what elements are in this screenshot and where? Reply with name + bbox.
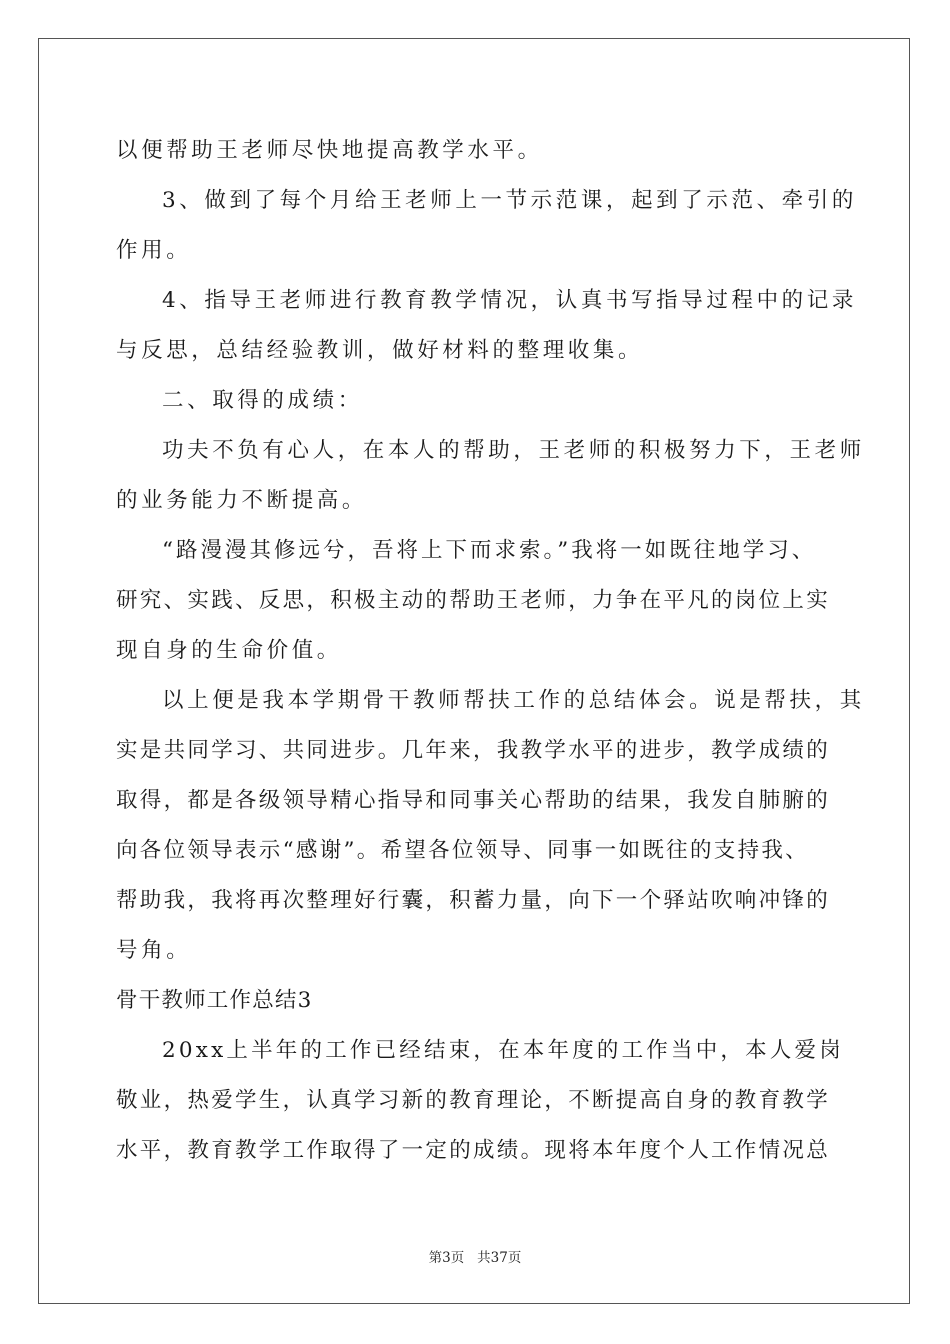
document-title: 骨干教师工作总结3 [116,988,313,1013]
text-line: 实是共同学习、共同进步。几年来，我教学水平的进步，教学成绩的 [116,738,831,763]
text-line: 作用。 [116,238,192,263]
text-line: 20xx上半年的工作已经结束，在本年度的工作当中，本人爱岗 [162,1038,844,1063]
text-line: 帮助我，我将再次整理好行囊，积蓄力量，向下一个驿站吹响冲锋的 [116,888,831,913]
text-line: 敬业，热爱学生，认真学习新的教育理论，不断提高自身的教育教学 [116,1088,831,1113]
page-total: 共37页 [477,1250,522,1266]
page-number: 第3页 [428,1250,465,1266]
text-line: 现自身的生命价值。 [116,638,342,663]
document-body [116,126,865,1176]
text-line: “路漫漫其修远兮，吾将上下而求索。”我将一如既往地学习、 [162,538,817,563]
page-footer [0,1246,950,1266]
text-line: 与反思，总结经验教训，做好材料的整理收集。 [116,338,644,363]
text-line: 的业务能力不断提高。 [116,488,368,513]
text-line: 水平，教育教学工作取得了一定的成绩。现将本年度个人工作情况总 [116,1138,831,1163]
text-line: 以上便是我本学期骨干教师帮扶工作的总结体会。说是帮扶，其 [162,688,865,713]
text-line: 向各位领导表示“感谢”。希望各位领导、同事一如既往的支持我、 [116,838,809,863]
text-line: 功夫不负有心人，在本人的帮助，王老师的积极努力下，王老师 [162,438,865,463]
text-line: 研究、实践、反思，积极主动的帮助王老师，力争在平凡的岗位上实 [116,588,831,613]
text-line: 取得，都是各级领导精心指导和同事关心帮助的结果，我发自肺腑的 [116,788,831,813]
text-line: 3、做到了每个月给王老师上一节示范课，起到了示范、牵引的 [162,188,857,213]
text-line: 以便帮助王老师尽快地提高教学水平。 [116,138,543,163]
text-line: 4、指导王老师进行教育教学情况，认真书写指导过程中的记录 [162,288,857,313]
text-line: 号角。 [116,938,192,963]
section-heading: 二、取得的成绩： [162,388,363,413]
